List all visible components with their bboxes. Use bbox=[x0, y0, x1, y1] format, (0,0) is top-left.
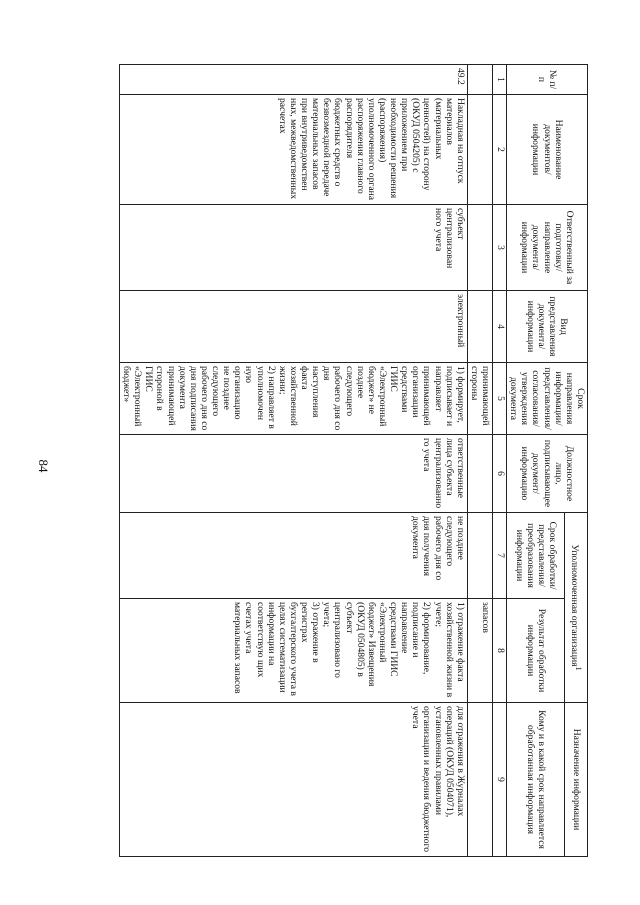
column-number: 7 bbox=[493, 513, 507, 599]
rotated-page-area bbox=[54, 64, 588, 856]
rotated-table-container bbox=[54, 64, 588, 856]
column-number: 6 bbox=[493, 435, 507, 513]
table-row bbox=[120, 65, 468, 857]
responsible-cell: субъект централизован ного учета bbox=[120, 205, 468, 291]
header-group-row bbox=[565, 65, 588, 857]
column-number: 3 bbox=[493, 205, 507, 291]
continued-cell-c5: принимающей стороны bbox=[467, 363, 492, 435]
document-table bbox=[119, 64, 588, 857]
recipient-cell: для отражения в Журналах операций (ОКУД 0504071), установленных правилами организации и ведения бюджетного учета bbox=[120, 703, 468, 857]
header-purpose: Назначение информации bbox=[565, 703, 588, 857]
column-number: 1 bbox=[493, 65, 507, 95]
signatory-cell: ответственные лица субъекта централизованно го учета bbox=[120, 435, 468, 513]
continued-row bbox=[467, 65, 492, 857]
header-c2: Наименование документов/ информации bbox=[507, 95, 588, 205]
header-c5: Срок направления информации/ представления/ согласования/ утверждения документа bbox=[507, 363, 588, 435]
document-name-cell: Накладная на отпуск материалов (материальных ценностей) на сторону (ОКУД 0504205) с приложением при необходимости решения (распоряжения) уполномоченного органа распоряжения главного распорядителя бюджетных средств о безвозмездной передаче материальных запасов при внутриведомствен ных, межведомственных расчетах bbox=[120, 95, 468, 205]
deadline-cell: 1) формирует, подписывает и направляет принимающей организации средствами ГИИС «Электронный бюджет» не позднее следующего рабочего дня со дня наступления факта хозяйственной жизни; 2) направляет в уполномочен ную организацию не позднее следующего рабочего дня со дня подписания документа принимающей стороной в ГИИС «Электронный бюджет» bbox=[120, 363, 468, 435]
column-number: 5 bbox=[493, 363, 507, 435]
header-c6: Должностное лицо, подписывающее документ/ информацию bbox=[507, 435, 588, 513]
continued-cell-c8: запасов bbox=[467, 599, 492, 703]
header-group-organization bbox=[565, 513, 588, 703]
column-number-row bbox=[493, 65, 507, 857]
header-c1: № п/п bbox=[507, 65, 588, 95]
column-number: 2 bbox=[493, 95, 507, 205]
column-number: 4 bbox=[493, 291, 507, 363]
processing-deadline-cell: не позднее следующего рабочего дня со дня получения документа bbox=[120, 513, 468, 599]
page-number: 84 bbox=[36, 459, 51, 473]
header-c7: Срок обработки/ представления/ преобразования информации bbox=[507, 513, 565, 599]
header-c8: Результат обработки информации bbox=[507, 599, 565, 703]
presentation-type-cell: электронный bbox=[120, 291, 468, 363]
column-number: 9 bbox=[493, 703, 507, 857]
header-group-label: Уполномоченная организация bbox=[569, 544, 581, 667]
header-group-footnote: 1 bbox=[574, 666, 584, 671]
header-c4: Вид представления документа/ информации bbox=[507, 291, 588, 363]
header-c3: Ответственный за подготовку/ направление документа/ информации bbox=[507, 205, 588, 291]
header-c9: Кому и в какой срок направляется обработанная информация bbox=[507, 703, 565, 857]
row-number: 49.2 bbox=[120, 65, 468, 95]
processing-result-cell: 1) отражение факта хозяйственной жизни в учете; 2) формирование, подписание и направление средствами ГИИС «Электронный бюджет» Извещения (ОКУД 0504805) в субъект централизовано го учета; 3) отражение в регистрах бухгалтерского учета в целях систематизации информации на соответствую щих счетах учета материальных запасов bbox=[120, 599, 468, 703]
column-number: 8 bbox=[493, 599, 507, 703]
